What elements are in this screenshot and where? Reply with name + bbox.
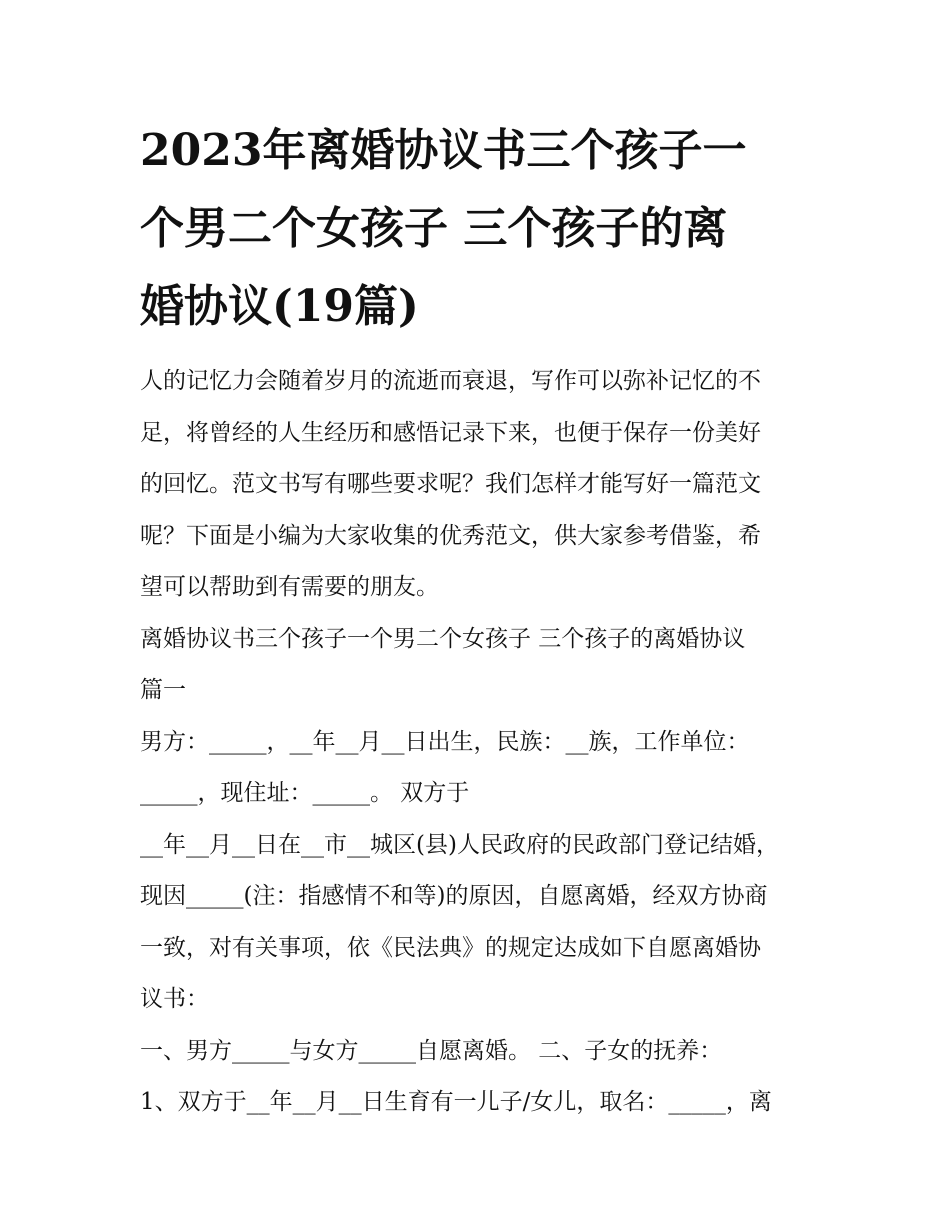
- title-line: 2023年离婚协议书三个孩子一: [140, 125, 747, 176]
- section-heading: [140, 614, 820, 717]
- body-line: 1、双方于__年__月__日生育有一儿子/女儿，取名：_____，离: [140, 1089, 772, 1115]
- intro-line: 的回忆。范文书写有哪些要求呢？我们怎样才能写好一篇范文: [140, 471, 761, 497]
- intro-paragraph: [140, 356, 820, 614]
- body-line: 男方：_____，__年__月__日出生，民族：__族，工作单位：: [140, 728, 750, 755]
- intro-line: 呢？下面是小编为大家收集的优秀范文，供大家参考借鉴，希: [140, 522, 761, 549]
- section-heading-line: 离婚协议书三个孩子一个男二个女孩子 三个孩子的离婚协议: [140, 625, 746, 652]
- body-line: _____，现住址：_____。 双方于: [140, 780, 470, 806]
- body-line: 议书：: [140, 986, 209, 1012]
- body-line: 现因_____(注：指感情不和等)的原因，自愿离婚，经双方协商: [140, 883, 768, 909]
- body-line: 一、男方_____与女方_____自愿离婚。 二、子女的抚养：: [140, 1037, 723, 1064]
- intro-line: 足，将曾经的人生经历和感悟记录下来，也便于保存一份美好: [140, 419, 761, 446]
- document-title: [140, 112, 820, 346]
- title-line: 个男二个女孩子 三个孩子的离: [140, 203, 728, 254]
- intro-line: 望可以帮助到有需要的朋友。: [140, 574, 439, 600]
- body-line: 一致，对有关事项，依《民法典》的规定达成如下自愿离婚协: [140, 934, 761, 961]
- document-page: [140, 112, 820, 1129]
- body-line: __年__月__日在__市__城区(县)人民政府的民政部门登记结婚，: [140, 831, 779, 858]
- section-heading-line: 篇一: [140, 677, 186, 703]
- title-line: 婚协议(19篇): [140, 281, 419, 332]
- agreement-body: [140, 717, 820, 1129]
- intro-line: 人的记忆力会随着岁月的流逝而衰退，写作可以弥补记忆的不: [140, 368, 761, 394]
